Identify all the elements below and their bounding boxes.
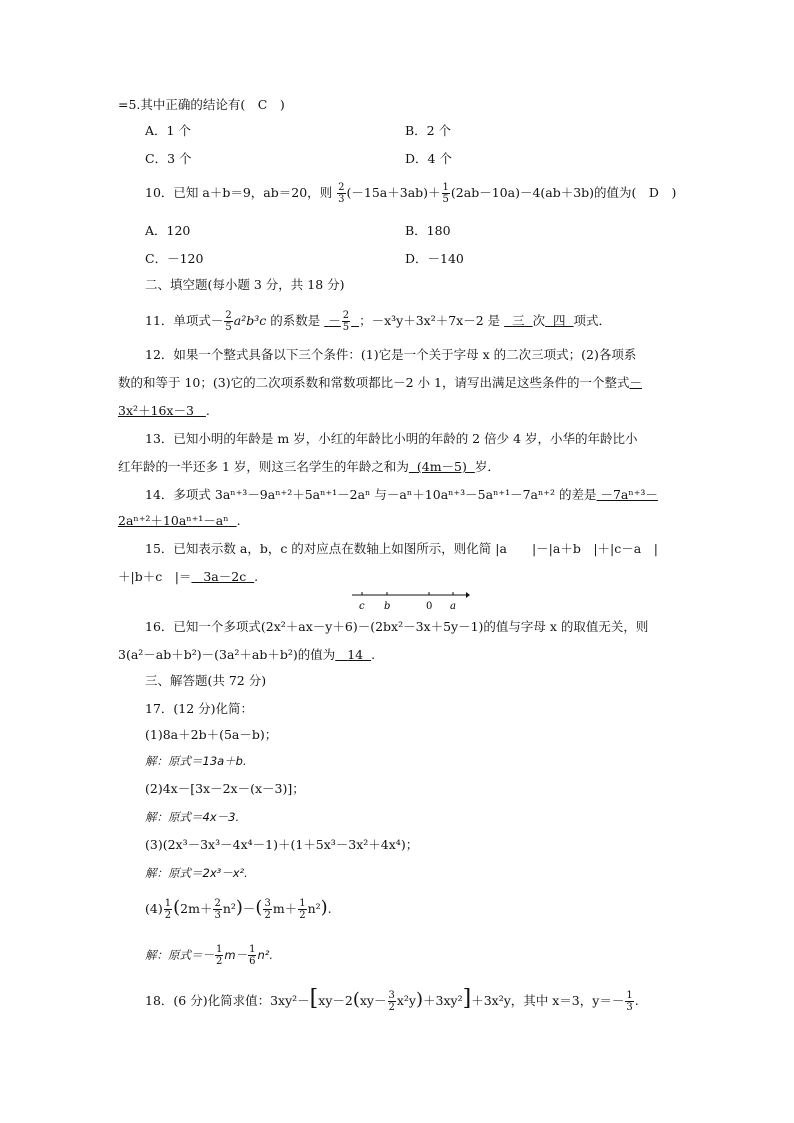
- q10-option-b: B．180: [405, 223, 451, 238]
- question-10: 10．已知 a＋b＝9，ab＝20，则 $\frac{2}{3}$ (－15a＋3ab)＋ $\frac{1}{5}$ (2ab－10a)－4(ab＋3b)的值为( D ): [145, 182, 677, 205]
- question-13-line-1: 13．已知小明的年龄是 m 岁，小红的年龄比小明的年龄的 2 倍少 4 岁，小华的年龄比小: [145, 431, 638, 446]
- q17-part-3: (3)(2x³－3x³－4x⁴－1)＋(1＋5x³－3x²＋4x⁴)；: [145, 837, 419, 852]
- section-fill-in-blank-heading: 二、填空题(每小题 3 分，共 18 分): [145, 277, 345, 292]
- q10-option-c: C．－120: [145, 251, 204, 266]
- number-line-label-0: 0: [426, 601, 433, 612]
- number-line: [350, 588, 470, 614]
- number-line-label-a: a: [450, 601, 456, 612]
- q17-solution-2: 解：原式＝4x－3.: [145, 810, 240, 824]
- question-11: 11．单项式－ $\frac{2}{5}$ a²b³c 的系数是 － $\frac{2}{5}$ ；－x³y＋3x²＋7x－2 是 三 次 四 项式．: [145, 310, 612, 333]
- question-12-line-1: 12．如果一个整式具备以下三个条件：(1)它是一个关于字母 x 的二次三项式；(2)各项系: [145, 347, 637, 362]
- question-14-answer: 2aⁿ⁺²＋10aⁿ⁺¹－aⁿ .: [118, 513, 241, 528]
- question-18: 18．(6 分)化简求值：3xy²－[xy－2(xy－ $\frac{3}{2}$ x²y)＋3xy²]＋3x²y，其中 x＝3，y＝－ $\frac{1}{3}$ .: [145, 986, 639, 1013]
- question-16-line-2: 3(a²－ab＋b²)－(3a²＋ab＋b²)的值为 14 .: [118, 647, 376, 662]
- q17-part-4: (4) $\frac{1}{2}$ (2m＋ $\frac{2}{3}$ n²)－( $\frac{3}{2}$ m＋ $\frac{1}{2}$ n²).: [145, 897, 332, 921]
- question-15-line-1: 15．已知表示数 a，b，c 的对应点在数轴上如图所示，则化简 |a |－|a＋b |＋|c－a |: [145, 541, 658, 556]
- question-17-title: 17．(12 分)化简：: [145, 701, 254, 716]
- q9-option-c: C．3 个: [145, 151, 192, 166]
- question-12-answer: 3x²＋16x－3 .: [118, 403, 210, 418]
- question-14-line-1: 14．多项式 3aⁿ⁺³－9aⁿ⁺²＋5aⁿ⁺¹－2aⁿ 与－aⁿ＋10aⁿ⁺³－5aⁿ⁺¹－7aⁿ⁺² 的差是 －7aⁿ⁺³－: [145, 487, 658, 502]
- q9-tail: =5.其中正确的结论有( C ): [118, 97, 285, 112]
- question-15-line-2: ＋|b＋c |＝ 3a－2c .: [118, 569, 259, 584]
- q17-solution-4: 解：原式＝－ $\frac{1}{2}$ m－ $\frac{1}{6}$ n².: [145, 944, 274, 967]
- question-16-line-1: 16．已知一个多项式(2x²＋ax－y＋6)－(2bx²－3x＋5y－1)的值与字母 x 的取值无关，则: [145, 619, 649, 634]
- number-line-label-b: b: [384, 601, 391, 612]
- question-12-line-2: 数的和等于 10；(3)它的二次项系数和常数项都比－2 小 1，请写出满足这些条件的一个整式－: [118, 375, 642, 390]
- q10-option-a: A．120: [145, 223, 191, 238]
- number-line-label-c: c: [359, 601, 365, 612]
- q17-solution-3: 解：原式＝2x³－x².: [145, 866, 248, 880]
- q9-option-a: A．1 个: [145, 123, 191, 138]
- q10-option-d: D．－140: [405, 251, 464, 266]
- q9-option-d: D．4 个: [405, 151, 452, 166]
- q17-solution-1: 解：原式＝13a＋b.: [145, 754, 247, 768]
- q9-option-b: B．2 个: [405, 123, 452, 138]
- q17-part-2: (2)4x－[3x－2x－(x－3)]；: [145, 781, 305, 796]
- q17-part-1: (1)8a＋2b＋(5a－b)；: [145, 727, 278, 742]
- section-solutions-heading: 三、解答题(共 72 分): [145, 673, 267, 688]
- question-13-line-2: 红年龄的一半还多 1 岁，则这三名学生的年龄之和为 (4m－5) 岁．: [118, 459, 500, 474]
